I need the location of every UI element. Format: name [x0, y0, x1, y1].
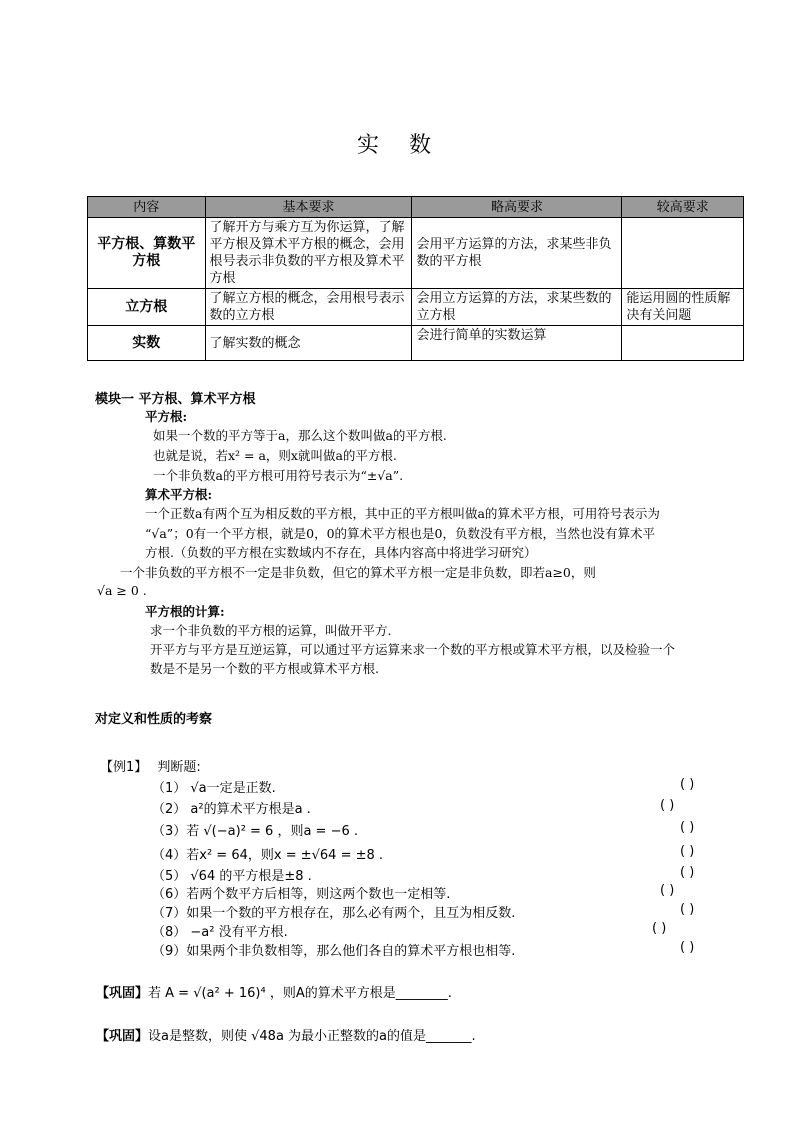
question-item: （4）若x² = 64，则x = ±√64 = ±8 .	[152, 848, 384, 863]
row-higher: 会进行简单的实数运算	[412, 326, 622, 361]
calc-line: 开平方与平方是互逆运算，可以通过平方运算来求一个数的平方根或算术平方根，以及检验一个	[150, 642, 676, 657]
answer-blank[interactable]: ( )	[680, 902, 695, 917]
question-item: （6）若两个数平方后相等，则这两个数也一定相等.	[152, 887, 451, 902]
title-char-2: 数	[409, 133, 438, 158]
arith-line: 一个正数a有两个互为相反数的平方根，其中正的平方根叫做a的算术平方根，可用符号表示为	[145, 506, 660, 521]
question-item: （1） √a一定是正数.	[152, 781, 276, 796]
arith-line: “√a”；0有一个平方根，就是0，0的算术平方根也是0，负数没有平方根，当然也没有算术平	[145, 526, 656, 541]
row-topic: 实数	[88, 326, 206, 361]
sqrt-title: 平方根:	[145, 409, 188, 424]
arith-line: √a ≥ 0 .	[97, 583, 147, 598]
consolidate-text: 设a是整数，则使 √48a 为最小正整数的a的值是_______.	[148, 1029, 476, 1044]
question-item: （2） a²的算术平方根是a .	[152, 802, 311, 817]
arith-line: 方根.（负数的平方根在实数域内不存在，具体内容高中将进学习研究）	[145, 545, 537, 560]
arith-title: 算术平方根:	[145, 487, 213, 502]
header-basic: 基本要求	[205, 197, 412, 218]
example-label	[100, 756, 201, 775]
requirements-table	[87, 196, 744, 361]
consolidate-tag: 【巩固】	[96, 1029, 149, 1044]
section-heading: 对定义和性质的考察	[95, 712, 213, 727]
consolidate-item	[96, 982, 452, 1001]
calc-line: 求一个非负数的平方根的运算，叫做开平方.	[150, 623, 392, 638]
answer-blank[interactable]: ( )	[680, 940, 695, 955]
calc-title: 平方根的计算:	[145, 604, 225, 619]
consolidate-text: 若 A = √(a² + 16)⁴ ，则A的算术平方根是________.	[148, 986, 452, 1001]
row-highest	[622, 326, 744, 361]
example-tag: 【例1】	[100, 760, 148, 775]
answer-blank[interactable]: ( )	[652, 921, 667, 936]
table-row	[88, 289, 744, 326]
sqrt-line: 如果一个数的平方等于a，那么这个数叫做a的平方根.	[153, 428, 447, 443]
row-higher: 会用立方运算的方法，求某些数的立方根	[412, 289, 622, 326]
question-item: （9）如果两个非负数相等，那么他们各自的算术平方根也相等.	[152, 944, 516, 959]
answer-blank[interactable]: ( )	[680, 844, 695, 859]
answer-blank[interactable]: ( )	[680, 865, 695, 880]
header-content: 内容	[88, 197, 206, 218]
row-basic: 了解立方根的概念，会用根号表示数的立方根	[205, 289, 412, 326]
row-topic: 立方根	[88, 289, 206, 326]
module-heading: 模块一 平方根、算术平方根	[95, 392, 256, 407]
row-basic: 了解实数的概念	[205, 326, 412, 361]
row-highest	[622, 218, 744, 289]
table-row	[88, 326, 744, 361]
table-row	[88, 218, 744, 289]
answer-blank[interactable]: ( )	[680, 777, 695, 792]
question-item: （7）如果一个数的平方根存在，那么必有两个，且互为相反数.	[152, 906, 516, 921]
question-item: （5） √64 的平方根是±8 .	[152, 869, 312, 884]
consolidate-tag: 【巩固】	[96, 986, 149, 1001]
answer-blank[interactable]: ( )	[660, 883, 675, 898]
table-header-row	[88, 197, 744, 218]
row-topic: 平方根、算数平方根	[88, 218, 206, 289]
header-highest: 较高要求	[622, 197, 744, 218]
consolidate-item	[96, 1025, 476, 1044]
sqrt-line: 一个非负数a的平方根可用符号表示为“±√a”.	[153, 468, 404, 483]
title-char-1: 实	[356, 133, 385, 158]
page-title	[0, 128, 794, 159]
row-highest: 能运用圆的性质解决有关问题	[622, 289, 744, 326]
question-item: （3）若 √(−a)² = 6 ，则a = −6 .	[152, 824, 359, 839]
question-item: （8） −a² 没有平方根.	[152, 925, 288, 940]
calc-line: 数是不是另一个数的平方根或算术平方根.	[150, 661, 379, 676]
example-prompt: 判断题:	[157, 760, 201, 775]
arith-line: 一个非负数的平方根不一定是非负数，但它的算术平方根一定是非负数，即若a≥0，则	[120, 565, 596, 580]
sqrt-line: 也就是说，若x² = a，则x就叫做a的平方根.	[153, 448, 397, 463]
row-basic: 了解开方与乘方互为你运算，了解平方根及算术平方根的概念，会用根号表示非负数的平方根及算术平方根	[205, 218, 412, 289]
answer-blank[interactable]: ( )	[680, 820, 695, 835]
answer-blank[interactable]: ( )	[660, 798, 675, 813]
header-higher: 略高要求	[412, 197, 622, 218]
row-higher: 会用平方运算的方法，求某些非负数的平方根	[412, 218, 622, 289]
